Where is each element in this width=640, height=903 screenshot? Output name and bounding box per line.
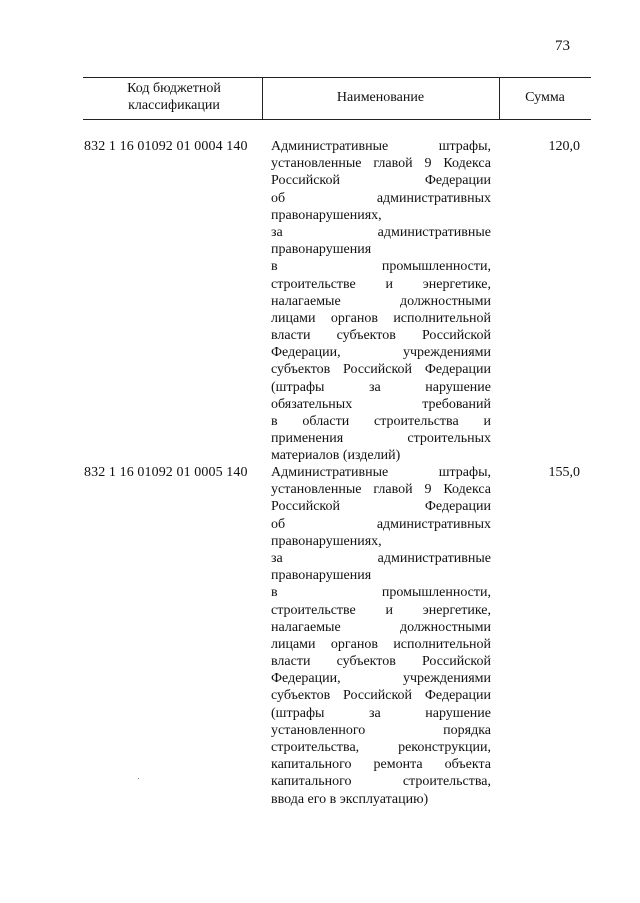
row-name-line: правонарушения [271, 568, 372, 584]
row-name-line: лицами органов исполнительной [271, 310, 491, 326]
row-name-line: Административные штрафы, [271, 465, 491, 480]
row-name-line: Федерации, учреждениями [271, 671, 491, 687]
row-name-line: (штрафы за нарушение [271, 705, 491, 721]
table-header-rule [83, 119, 591, 120]
row-name-line: установленные главой 9 Кодекса [271, 156, 491, 172]
row-name-line: установленные главой 9 Кодекса [271, 482, 491, 498]
header-budget-code: Код бюджетной классификации [127, 81, 221, 113]
row-name-line: установленного порядка [271, 722, 491, 738]
row-name-line: (штрафы за нарушение [271, 379, 491, 395]
row-name-line: субъектов Российской Федерации [271, 362, 491, 378]
header-sum: Сумма [525, 90, 565, 105]
page-number: 73 [555, 38, 570, 54]
row-sum: 120,0 [548, 139, 580, 154]
header-name: Наименование [336, 90, 425, 105]
row-name-line: ввода его в эксплуатацию) [271, 791, 429, 807]
row-name-line: правонарушениях, [271, 207, 382, 223]
row-name-line: обязательных требований [271, 396, 491, 412]
row-name-line: в области строительства и [271, 414, 491, 429]
row-name-line: капитального строительства, [271, 774, 491, 790]
row-name [271, 138, 491, 465]
row-name-line: Российской Федерации [271, 173, 491, 189]
row-name-line: налагаемые должностными [271, 293, 491, 309]
row-name-line: в промышленности, [271, 585, 491, 601]
row-name-line: в промышленности, [271, 259, 491, 275]
row-name-line: об административных [271, 190, 491, 206]
row-name-line: капитального ремонта объекта [271, 757, 491, 773]
row-name-line: власти субъектов Российской [271, 654, 491, 670]
row-name-line: Федерации, учреждениями [271, 345, 491, 361]
row-name-line: об административных [271, 516, 491, 532]
row-name-line: строительстве и энергетике, [271, 602, 491, 618]
row-name-line: лицами органов исполнительной [271, 636, 491, 652]
row-sum: 155,0 [548, 465, 580, 480]
row-name-line: правонарушения [271, 242, 372, 258]
row-name-line: Российской Федерации [271, 499, 491, 515]
row-name-line: строительстве и энергетике, [271, 276, 491, 292]
row-name-line: налагаемые должностными [271, 619, 491, 635]
row-name-line: за административные [271, 550, 491, 566]
row-budget-code: 832 1 16 01092 01 0004 140 [84, 139, 248, 154]
row-name-line: материалов (изделий) [271, 448, 401, 464]
row-name [271, 464, 491, 808]
row-name-line: строительства, реконструкции, [271, 740, 491, 755]
row-budget-code: 832 1 16 01092 01 0005 140 [84, 465, 248, 480]
row-name-line: применения строительных [271, 431, 491, 447]
table-top-rule [83, 77, 591, 78]
row-name-line: субъектов Российской Федерации [271, 688, 491, 704]
row-name-line: правонарушениях, [271, 533, 382, 549]
row-name-line: Административные штрафы, [271, 139, 491, 154]
row-name-line: за административные [271, 224, 491, 240]
scan-speck [138, 778, 139, 779]
row-name-line: власти субъектов Российской [271, 328, 491, 344]
